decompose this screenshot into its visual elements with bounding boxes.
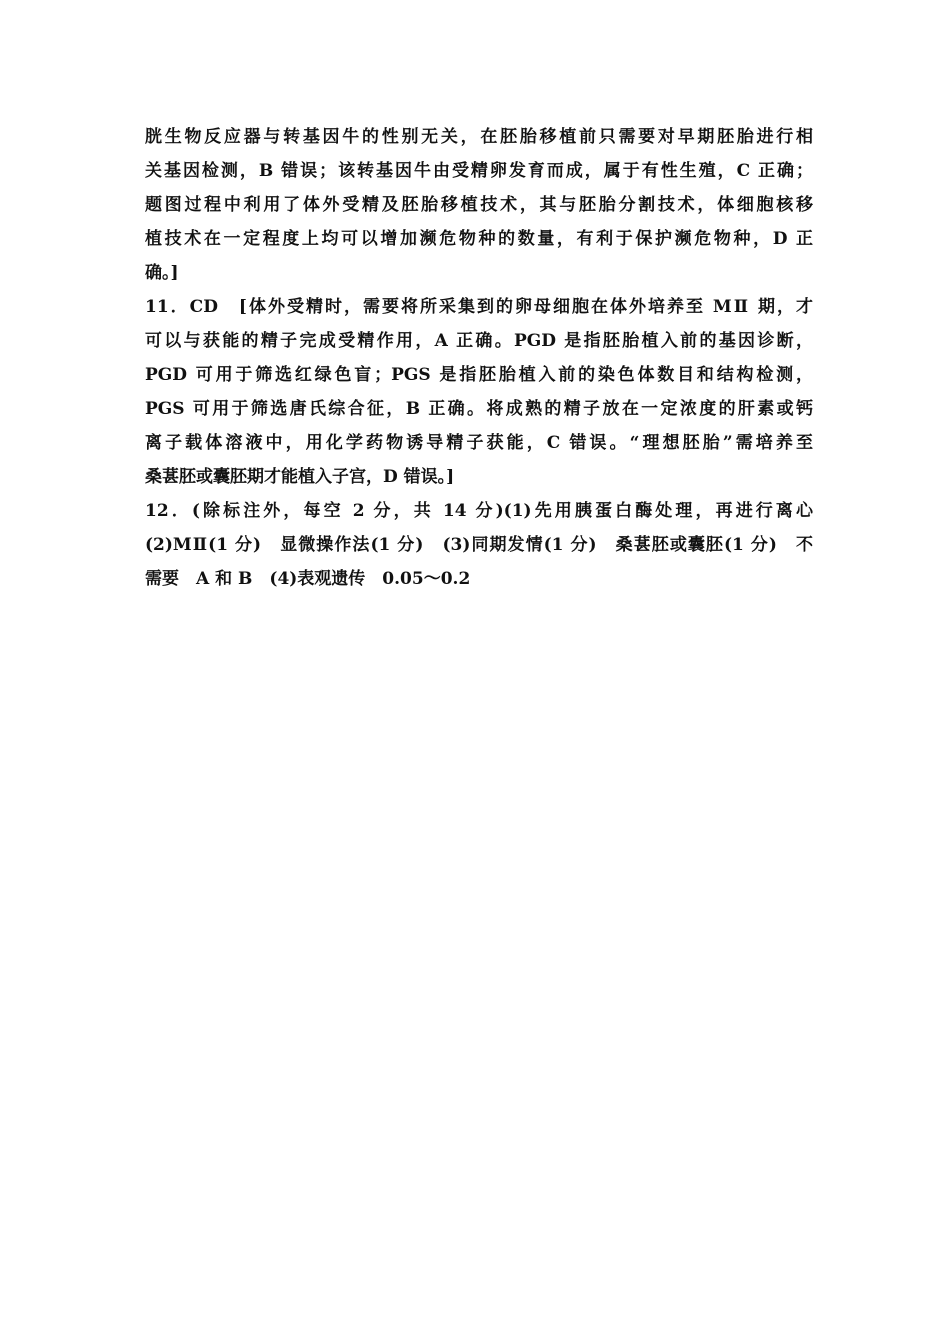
text-line: PGS 可用于筛选唐氏综合征，B 正确。将成熟的精子放在一定浓度的肝素或钙 <box>145 399 813 419</box>
question-12-answer <box>145 494 813 596</box>
text-line: (2)MⅡ(1 分) 显微操作法(1 分) (3)同期发情(1 分) 桑葚胚或囊胚(1 分) 不 <box>145 535 813 555</box>
text-line: 可以与获能的精子完成受精作用，A 正确。PGD 是指胚胎植入前的基因诊断， <box>145 331 813 351</box>
text-line: 胱生物反应器与转基因牛的性别无关，在胚胎移植前只需要对早期胚胎进行相 <box>145 127 813 147</box>
question-10-explanation-continued <box>145 120 813 290</box>
answer-text-block <box>145 120 813 596</box>
text-line: 关基因检测，B 错误；该转基因牛由受精卵发育而成，属于有性生殖，C 正确； <box>145 161 813 181</box>
text-line: PGD 可用于筛选红绿色盲；PGS 是指胚胎植入前的染色体数目和结构检测， <box>145 365 813 385</box>
text-line: 桑葚胚或囊胚期才能植入子宫，D 错误。] <box>145 467 455 487</box>
text-line: 确。] <box>145 263 179 283</box>
text-line: 植技术在一定程度上均可以增加濒危物种的数量，有利于保护濒危物种，D 正 <box>145 229 813 249</box>
text-line: 12．(除标注外，每空 2 分，共 14 分)(1)先用胰蛋白酶处理，再进行离心 <box>145 501 813 521</box>
text-line: 11．CD [体外受精时，需要将所采集到的卵母细胞在体外培养至 MⅡ 期，才 <box>145 297 813 317</box>
question-11-answer <box>145 290 813 494</box>
text-line: 离子载体溶液中，用化学药物诱导精子获能，C 错误。“理想胚胎”需培养至 <box>145 433 813 453</box>
text-line: 需要 A 和 B (4)表观遗传 0.05～0.2 <box>145 569 471 589</box>
text-line: 题图过程中利用了体外受精及胚胎移植技术，其与胚胎分割技术，体细胞核移 <box>145 195 813 215</box>
